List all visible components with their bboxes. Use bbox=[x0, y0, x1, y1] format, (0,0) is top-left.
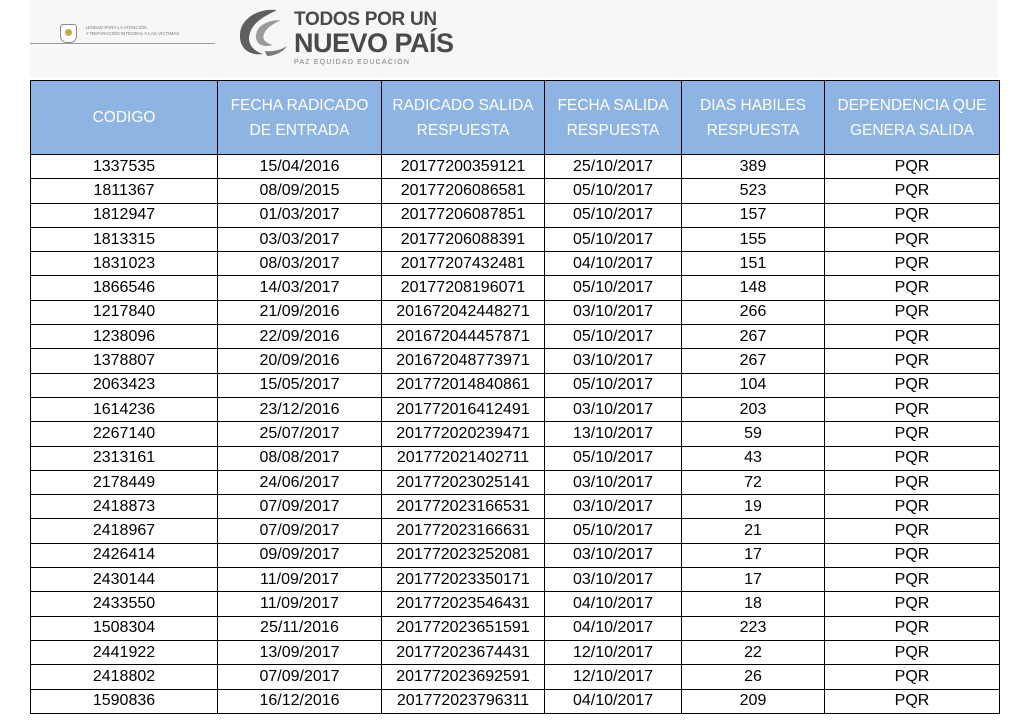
table-row bbox=[31, 155, 1000, 179]
fecha-salida-cell: 05/10/2017 bbox=[545, 325, 682, 349]
codigo-cell: 1508304 bbox=[31, 616, 218, 640]
codigo-cell: 1811367 bbox=[31, 179, 218, 203]
dias-habiles-cell: 18 bbox=[682, 592, 825, 616]
table-row bbox=[31, 179, 1000, 203]
codigo-cell: 2418802 bbox=[31, 665, 218, 689]
dependencia-cell: PQR bbox=[825, 519, 1000, 543]
radicado-salida-cell: 201772023692591 bbox=[382, 665, 545, 689]
codigo-cell: 2178449 bbox=[31, 470, 218, 494]
dependencia-cell: PQR bbox=[825, 665, 1000, 689]
dependencia-cell: PQR bbox=[825, 227, 1000, 251]
fecha-radicado-cell: 14/03/2017 bbox=[218, 276, 382, 300]
fecha-radicado-cell: 11/09/2017 bbox=[218, 592, 382, 616]
fecha-salida-cell: 05/10/2017 bbox=[545, 446, 682, 470]
logo-underline bbox=[30, 43, 215, 44]
dependencia-cell: PQR bbox=[825, 568, 1000, 592]
codigo-cell: 2063423 bbox=[31, 373, 218, 397]
table-row bbox=[31, 227, 1000, 251]
table-row bbox=[31, 276, 1000, 300]
column-header-line: FECHA SALIDA bbox=[557, 96, 669, 114]
fecha-radicado-cell: 13/09/2017 bbox=[218, 640, 382, 664]
fecha-salida-cell: 05/10/2017 bbox=[545, 227, 682, 251]
codigo-cell: 1238096 bbox=[31, 325, 218, 349]
dias-habiles-cell: 155 bbox=[682, 227, 825, 251]
radicado-salida-cell: 201772023166531 bbox=[382, 495, 545, 519]
codigo-cell: 2418873 bbox=[31, 495, 218, 519]
column-header-line: DIAS HABILES bbox=[700, 96, 806, 114]
table-body bbox=[31, 155, 1000, 714]
dias-habiles-cell: 26 bbox=[682, 665, 825, 689]
radicado-salida-cell: 201772023350171 bbox=[382, 568, 545, 592]
dias-habiles-cell: 157 bbox=[682, 203, 825, 227]
fecha-radicado-cell: 21/09/2016 bbox=[218, 300, 382, 324]
codigo-cell: 1813315 bbox=[31, 227, 218, 251]
table-row bbox=[31, 616, 1000, 640]
dependencia-cell: PQR bbox=[825, 373, 1000, 397]
table-row bbox=[31, 592, 1000, 616]
codigo-cell: 2267140 bbox=[31, 422, 218, 446]
dias-habiles-cell: 72 bbox=[682, 470, 825, 494]
column-header-fecha-radicado bbox=[218, 81, 382, 155]
column-header-line: RADICADO SALIDA bbox=[392, 96, 534, 114]
table-row bbox=[31, 543, 1000, 567]
dias-habiles-cell: 267 bbox=[682, 349, 825, 373]
column-header-line: RESPUESTA bbox=[566, 121, 660, 139]
dias-habiles-cell: 203 bbox=[682, 397, 825, 421]
table-row bbox=[31, 422, 1000, 446]
fecha-salida-cell: 12/10/2017 bbox=[545, 665, 682, 689]
fecha-radicado-cell: 01/03/2017 bbox=[218, 203, 382, 227]
column-header-dependencia bbox=[825, 81, 1000, 155]
fecha-radicado-cell: 09/09/2017 bbox=[218, 543, 382, 567]
column-header-line: CODIGO bbox=[92, 109, 156, 126]
dias-habiles-cell: 17 bbox=[682, 568, 825, 592]
radicado-salida-cell: 201772023674431 bbox=[382, 640, 545, 664]
column-header-line: DEPENDENCIA QUE bbox=[837, 96, 987, 114]
fecha-salida-cell: 03/10/2017 bbox=[545, 470, 682, 494]
table-row bbox=[31, 689, 1000, 713]
fecha-radicado-cell: 24/06/2017 bbox=[218, 470, 382, 494]
fecha-salida-cell: 03/10/2017 bbox=[545, 397, 682, 421]
dependencia-cell: PQR bbox=[825, 325, 1000, 349]
fecha-radicado-cell: 07/09/2017 bbox=[218, 495, 382, 519]
dependencia-cell: PQR bbox=[825, 616, 1000, 640]
fecha-radicado-cell: 15/05/2017 bbox=[218, 373, 382, 397]
pqr-response-table bbox=[30, 80, 1000, 714]
column-header-radicado-salida bbox=[382, 81, 545, 155]
radicado-salida-cell: 201672048773971 bbox=[382, 349, 545, 373]
dependencia-cell: PQR bbox=[825, 543, 1000, 567]
radicado-salida-cell: 201772023025141 bbox=[382, 470, 545, 494]
fecha-salida-cell: 03/10/2017 bbox=[545, 349, 682, 373]
codigo-cell: 2433550 bbox=[31, 592, 218, 616]
fecha-radicado-cell: 15/04/2016 bbox=[218, 155, 382, 179]
fecha-salida-cell: 05/10/2017 bbox=[545, 203, 682, 227]
fecha-salida-cell: 25/10/2017 bbox=[545, 155, 682, 179]
codigo-cell: 2418967 bbox=[31, 519, 218, 543]
dependencia-cell: PQR bbox=[825, 640, 1000, 664]
dias-habiles-cell: 59 bbox=[682, 422, 825, 446]
dias-habiles-cell: 17 bbox=[682, 543, 825, 567]
fecha-salida-cell: 04/10/2017 bbox=[545, 616, 682, 640]
column-header-line: RESPUESTA bbox=[706, 121, 800, 139]
dependencia-cell: PQR bbox=[825, 495, 1000, 519]
fecha-radicado-cell: 08/09/2015 bbox=[218, 179, 382, 203]
radicado-salida-cell: 20177206088391 bbox=[382, 227, 545, 251]
logo-line2: NUEVO PAÍS bbox=[294, 28, 454, 58]
fecha-radicado-cell: 08/08/2017 bbox=[218, 446, 382, 470]
column-header-line: FECHA RADICADO bbox=[230, 96, 369, 114]
radicado-salida-cell: 201672044457871 bbox=[382, 325, 545, 349]
radicado-salida-cell: 20177206087851 bbox=[382, 203, 545, 227]
fecha-radicado-cell: 07/09/2017 bbox=[218, 519, 382, 543]
dias-habiles-cell: 21 bbox=[682, 519, 825, 543]
fecha-salida-cell: 03/10/2017 bbox=[545, 300, 682, 324]
table-row bbox=[31, 252, 1000, 276]
coat-of-arms-icon bbox=[60, 24, 77, 43]
fecha-salida-cell: 12/10/2017 bbox=[545, 640, 682, 664]
logo-line1: TODOS POR UN bbox=[294, 9, 437, 30]
table-row bbox=[31, 640, 1000, 664]
dias-habiles-cell: 523 bbox=[682, 179, 825, 203]
column-header-line: RESPUESTA bbox=[416, 121, 510, 139]
dependencia-cell: PQR bbox=[825, 397, 1000, 421]
fecha-radicado-cell: 08/03/2017 bbox=[218, 252, 382, 276]
fecha-salida-cell: 04/10/2017 bbox=[545, 689, 682, 713]
codigo-cell: 2426414 bbox=[31, 543, 218, 567]
dias-habiles-cell: 209 bbox=[682, 689, 825, 713]
column-header-fecha-salida bbox=[545, 81, 682, 155]
table-row bbox=[31, 495, 1000, 519]
fecha-radicado-cell: 25/11/2016 bbox=[218, 616, 382, 640]
fecha-radicado-cell: 23/12/2016 bbox=[218, 397, 382, 421]
codigo-cell: 1378807 bbox=[31, 349, 218, 373]
radicado-salida-cell: 201772021402711 bbox=[382, 446, 545, 470]
victims-unit-text bbox=[86, 25, 179, 37]
fecha-radicado-cell: 03/03/2017 bbox=[218, 227, 382, 251]
radicado-salida-cell: 20177208196071 bbox=[382, 276, 545, 300]
table-row bbox=[31, 470, 1000, 494]
radicado-salida-cell: 201672042448271 bbox=[382, 300, 545, 324]
victims-unit-logo bbox=[30, 12, 215, 56]
fecha-radicado-cell: 11/09/2017 bbox=[218, 568, 382, 592]
nuevo-pais-brushstroke-icon bbox=[237, 4, 289, 66]
fecha-radicado-cell: 22/09/2016 bbox=[218, 325, 382, 349]
fecha-salida-cell: 04/10/2017 bbox=[545, 592, 682, 616]
dias-habiles-cell: 19 bbox=[682, 495, 825, 519]
fecha-radicado-cell: 20/09/2016 bbox=[218, 349, 382, 373]
dias-habiles-cell: 148 bbox=[682, 276, 825, 300]
codigo-cell: 2430144 bbox=[31, 568, 218, 592]
fecha-radicado-cell: 25/07/2017 bbox=[218, 422, 382, 446]
dependencia-cell: PQR bbox=[825, 252, 1000, 276]
radicado-salida-cell: 20177200359121 bbox=[382, 155, 545, 179]
fecha-salida-cell: 13/10/2017 bbox=[545, 422, 682, 446]
fecha-radicado-cell: 16/12/2016 bbox=[218, 689, 382, 713]
dias-habiles-cell: 43 bbox=[682, 446, 825, 470]
radicado-salida-cell: 201772023546431 bbox=[382, 592, 545, 616]
radicado-salida-cell: 201772023166631 bbox=[382, 519, 545, 543]
codigo-cell: 1812947 bbox=[31, 203, 218, 227]
fecha-radicado-cell: 07/09/2017 bbox=[218, 665, 382, 689]
dias-habiles-cell: 151 bbox=[682, 252, 825, 276]
dias-habiles-cell: 266 bbox=[682, 300, 825, 324]
radicado-salida-cell: 201772020239471 bbox=[382, 422, 545, 446]
radicado-salida-cell: 20177206086581 bbox=[382, 179, 545, 203]
dias-habiles-cell: 267 bbox=[682, 325, 825, 349]
table-row bbox=[31, 519, 1000, 543]
codigo-cell: 1337535 bbox=[31, 155, 218, 179]
table-row bbox=[31, 300, 1000, 324]
table-row bbox=[31, 373, 1000, 397]
radicado-salida-cell: 201772014840861 bbox=[382, 373, 545, 397]
dependencia-cell: PQR bbox=[825, 470, 1000, 494]
fecha-salida-cell: 05/10/2017 bbox=[545, 373, 682, 397]
column-header-line: GENERA SALIDA bbox=[849, 121, 975, 139]
dependencia-cell: PQR bbox=[825, 422, 1000, 446]
codigo-cell: 1590836 bbox=[31, 689, 218, 713]
fecha-salida-cell: 03/10/2017 bbox=[545, 543, 682, 567]
dias-habiles-cell: 223 bbox=[682, 616, 825, 640]
nuevo-pais-logo bbox=[294, 10, 454, 66]
dependencia-cell: PQR bbox=[825, 276, 1000, 300]
header-logos bbox=[30, 0, 998, 78]
codigo-cell: 1866546 bbox=[31, 276, 218, 300]
radicado-salida-cell: 201772016412491 bbox=[382, 397, 545, 421]
radicado-salida-cell: 20177207432481 bbox=[382, 252, 545, 276]
dias-habiles-cell: 389 bbox=[682, 155, 825, 179]
dependencia-cell: PQR bbox=[825, 179, 1000, 203]
fecha-salida-cell: 03/10/2017 bbox=[545, 568, 682, 592]
logo-motto: PAZ EQUIDAD EDUCACIÓN bbox=[294, 59, 411, 66]
codigo-cell: 2313161 bbox=[31, 446, 218, 470]
table-row bbox=[31, 203, 1000, 227]
table-header-row bbox=[31, 81, 1000, 155]
dias-habiles-cell: 104 bbox=[682, 373, 825, 397]
fecha-salida-cell: 05/10/2017 bbox=[545, 519, 682, 543]
table-row bbox=[31, 446, 1000, 470]
column-header-dias-habiles bbox=[682, 81, 825, 155]
dependencia-cell: PQR bbox=[825, 349, 1000, 373]
codigo-cell: 2441922 bbox=[31, 640, 218, 664]
table-row bbox=[31, 665, 1000, 689]
codigo-cell: 1831023 bbox=[31, 252, 218, 276]
table-row bbox=[31, 349, 1000, 373]
fecha-salida-cell: 05/10/2017 bbox=[545, 276, 682, 300]
dependencia-cell: PQR bbox=[825, 300, 1000, 324]
dependencia-cell: PQR bbox=[825, 203, 1000, 227]
dependencia-cell: PQR bbox=[825, 155, 1000, 179]
column-header-line: DE ENTRADA bbox=[249, 121, 350, 139]
fecha-salida-cell: 05/10/2017 bbox=[545, 179, 682, 203]
dependencia-cell: PQR bbox=[825, 689, 1000, 713]
table-row bbox=[31, 325, 1000, 349]
dependencia-cell: PQR bbox=[825, 592, 1000, 616]
victims-unit-text-line2: Y REPARACIÓN INTEGRAL A LAS VÍCTIMAS bbox=[86, 31, 180, 36]
radicado-salida-cell: 201772023796311 bbox=[382, 689, 545, 713]
column-header-codigo bbox=[31, 81, 218, 155]
victims-unit-text-line1: UNIDAD PARA LA ATENCIÓN bbox=[86, 25, 147, 30]
codigo-cell: 1614236 bbox=[31, 397, 218, 421]
radicado-salida-cell: 201772023651591 bbox=[382, 616, 545, 640]
fecha-salida-cell: 04/10/2017 bbox=[545, 252, 682, 276]
dias-habiles-cell: 22 bbox=[682, 640, 825, 664]
table-row bbox=[31, 568, 1000, 592]
fecha-salida-cell: 03/10/2017 bbox=[545, 495, 682, 519]
codigo-cell: 1217840 bbox=[31, 300, 218, 324]
radicado-salida-cell: 201772023252081 bbox=[382, 543, 545, 567]
table-row bbox=[31, 397, 1000, 421]
dependencia-cell: PQR bbox=[825, 446, 1000, 470]
